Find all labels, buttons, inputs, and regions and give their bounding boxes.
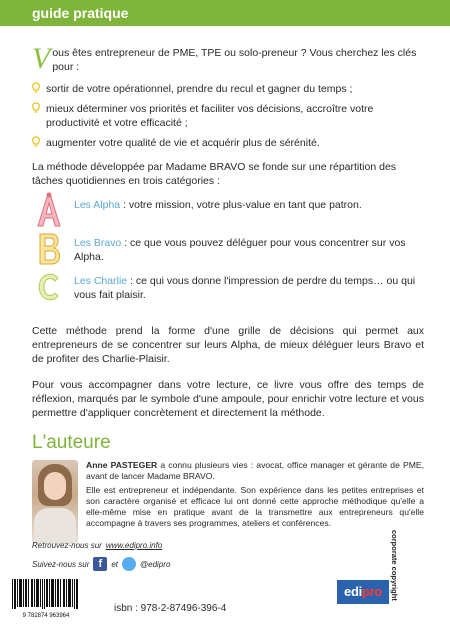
category-name: Les Bravo	[74, 237, 122, 249]
method-grid-paragraph: Cette méthode prend la forme d'une grille de décisions qui permet aux entrepreneurs de se concentrer sur leurs Alpha, de mieux déléguer leurs Bravo et de profiter des Charlie-Plaisir.	[32, 325, 424, 365]
category-bravo	[32, 236, 424, 274]
website-link[interactable]: www.edipro.info	[105, 541, 163, 550]
author-bio	[86, 460, 424, 532]
author-photo	[32, 460, 78, 544]
intro-paragraph	[32, 42, 424, 75]
category-alpha	[32, 198, 424, 236]
category-name: Les Alpha	[74, 199, 121, 211]
website-label: Retrouvez-nous sur	[32, 541, 102, 550]
isbn: isbn : 978-2-87496-396-4	[114, 603, 227, 614]
copyright-text: corporate copyright	[390, 530, 399, 601]
bullet-text: mieux déterminer vos priorités et faciliter vos décisions, accroître votre productivité et votre efficacité ;	[46, 103, 374, 129]
category-text: : ce que vous pouvez déléguer pour vous concentrer sur vos Alpha.	[74, 237, 406, 263]
list-item	[32, 82, 424, 96]
author-bio-intro: a connu plusieurs vies : avocat, office manager et gérante de PME, avant de lancer Madame BRAVO.	[86, 460, 424, 481]
lightbulb-icon	[30, 82, 42, 94]
dropcap-letter: V	[32, 42, 51, 75]
section-title: guide pratique	[32, 5, 129, 21]
author-heading: L'auteure	[32, 432, 111, 453]
lightbulb-icon	[30, 136, 42, 148]
barcode	[8, 577, 84, 619]
lightbulb-icon	[30, 102, 42, 114]
contact-links	[32, 541, 170, 578]
category-text: : ce qui vous donne l'impression de perdre du temps… ou qui vous fait plaisir.	[74, 275, 416, 301]
category-list	[32, 198, 424, 312]
twitter-icon[interactable]	[122, 557, 136, 571]
bullet-text: augmenter votre qualité de vie et acquérir plus de sérénité.	[46, 137, 320, 149]
category-name: Les Charlie	[74, 275, 128, 287]
list-item	[32, 136, 424, 150]
list-item	[32, 102, 424, 130]
logo-pro: pro	[361, 584, 382, 599]
social-row	[32, 557, 170, 571]
letter-b-illustration	[32, 230, 66, 268]
main-content	[32, 42, 424, 550]
author-name: Anne PASTEGER	[86, 460, 158, 470]
and-label: et	[111, 559, 119, 569]
author-bio-detail: Elle est entrepreneur et indépendante. Son expérience dans les petites entreprises et son caractère organisé et efficace lui ont donné cette approche méthodique qu'elle a elle-même mise en pratique avant de la transmettre aux entrepreneurs qu'elle accompagne à travers ses programmes, ateliers et conférences.	[86, 485, 424, 528]
header-band	[0, 0, 450, 26]
follow-label: Suivez-nous sur	[32, 559, 90, 569]
bullet-text: sortir de votre opérationnel, prendre du recul et gagner du temps ;	[46, 83, 353, 95]
category-text: : votre mission, votre plus-value en tant que patron.	[120, 199, 362, 211]
letter-c-illustration	[32, 268, 66, 306]
publisher-logo	[337, 580, 389, 604]
method-paragraph: La méthode développée par Madame BRAVO se fonde sur une répartition des tâches quotidiennes en trois catégories :	[32, 161, 397, 187]
facebook-icon[interactable]: f	[93, 557, 107, 571]
logo-edi: edi	[344, 584, 362, 599]
intro-text: ous êtes entrepreneur de PME, TPE ou solo-preneur ? Vous cherchez les clés pour :	[52, 47, 417, 73]
reading-aid-paragraph: Pour vous accompagner dans votre lecture, ce livre vous offre des temps de réflexion, marqués par le symbole d'une ampoule, pour enrichir votre lecture et vous permettre d'appliquer concrètement et directement la méthode.	[32, 379, 424, 419]
twitter-handle[interactable]: @edipro	[140, 559, 171, 569]
author-block	[32, 460, 424, 550]
bullet-list	[32, 82, 424, 150]
category-charlie	[32, 274, 424, 312]
letter-a-illustration	[32, 192, 66, 230]
website-row	[32, 541, 170, 550]
barcode-number: 9 782874 963964	[22, 613, 70, 619]
